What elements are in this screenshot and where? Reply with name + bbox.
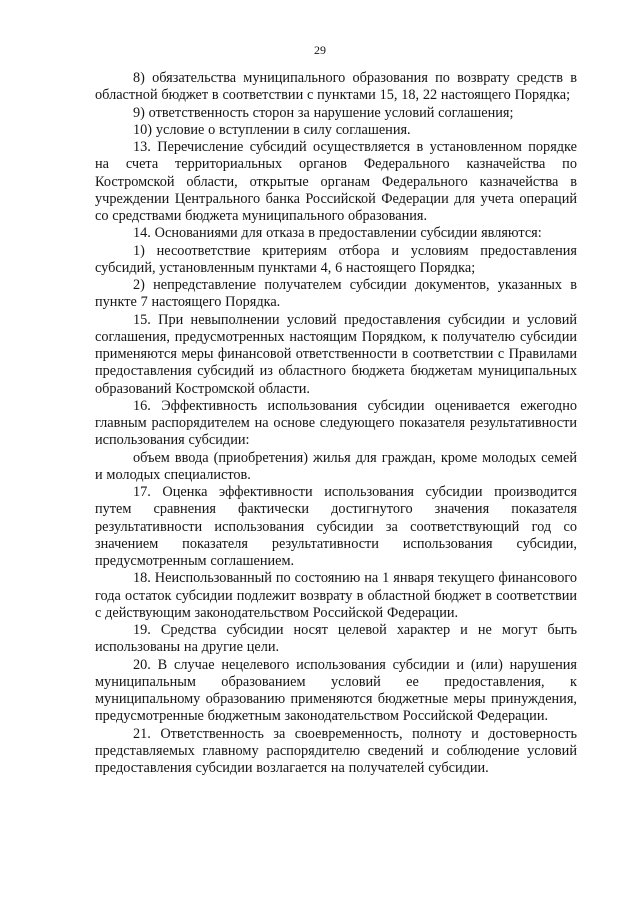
- paragraph-20: 20. В случае нецелевого использования субсидии и (или) нарушения муниципальным образованием условий ее предоставления, к муниципальному образованию применяются бюджетные меры принуждения, предусмотренные бюджетным законодательством Российской Федерации.: [95, 656, 577, 725]
- paragraph-17: 17. Оценка эффективности использования субсидии производится путем сравнения фактически достигнутого значения показателя результативности использования субсидии за соответствующий год со значением показателя результативности использования субсидии, предусмотренным соглашением.: [95, 484, 577, 569]
- paragraph-18: 18. Неиспользованный по состоянию на 1 января текущего финансового года остаток субсидии подлежит возврату в областной бюджет в соответствии с действующим законодательством Российской Федерации.: [95, 570, 577, 621]
- paragraph-15: 15. При невыполнении условий предоставления субсидии и условий соглашения, предусмотренных настоящим Порядком, к получателю субсидии применяются меры финансовой ответственности в соответствии с Правилами предоставления субсидий из областного бюджета бюджетам муниципальных образований Костромской области.: [95, 311, 577, 397]
- paragraph-19: 19. Средства субсидии носят целевой характер и не могут быть использованы на другие цели.: [95, 622, 577, 656]
- paragraph-14: 14. Основаниями для отказа в предоставлении субсидии являются:: [133, 225, 542, 242]
- paragraph-16: 16. Эффективность использования субсидии оценивается ежегодно главным распорядителем на основе следующего показателя результативности использования субсидии:: [95, 397, 577, 449]
- paragraph-item-8: 8) обязательства муниципального образования по возврату средств в областной бюджет в соответствии с пунктами 15, 18, 22 настоящего Порядка;: [95, 70, 577, 104]
- paragraph-16-indicator: объем ввода (приобретения) жилья для граждан, кроме молодых семей и молодых специалистов.: [95, 449, 577, 483]
- paragraph-14-item-2: 2) непредставление получателем субсидии документов, указанных в пункте 7 настоящего Порядка.: [95, 277, 577, 311]
- paragraph-item-9: 9) ответственность сторон за нарушение условий соглашения;: [133, 104, 514, 121]
- paragraph-21: 21. Ответственность за своевременность, полноту и достоверность представляемых главному распорядителю сведений и соблюдение условий предоставления субсидии возлагается на получателей субсидии.: [95, 725, 577, 776]
- page-number: 29: [314, 43, 326, 57]
- paragraph-13: 13. Перечисление субсидий осуществляется в установленном порядке на счета территориальных органов Федерального казначейства по Костромской области, открытые органам Федерального казначейства в учреждении Центрального банка Российской Федерации для учета операций со средствами бюджета муниципального образования.: [95, 139, 577, 224]
- document-body: [95, 70, 577, 777]
- paragraph-14-item-1: 1) несоответствие критериям отбора и условиям предоставления субсидий, установленным пунктами 4, 6 настоящего Порядка;: [95, 242, 577, 276]
- paragraph-item-10: 10) условие о вступлении в силу соглашения.: [133, 121, 411, 138]
